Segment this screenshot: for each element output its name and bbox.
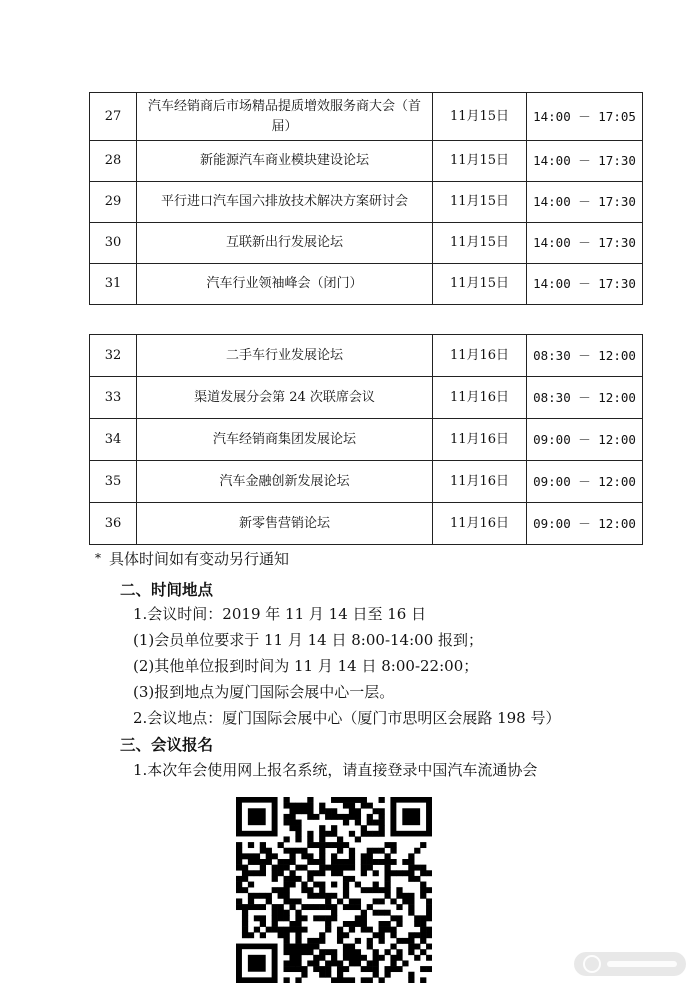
session-name: 渠道发展分会第 24 次联席会议 (137, 377, 433, 419)
qr-code-icon (236, 797, 432, 983)
session-date: 11月15日 (433, 93, 527, 141)
session-date: 11月15日 (433, 182, 527, 223)
registration-line: 1.本次年会使用网上报名系统，请直接登录中国汽车流通协会 (133, 761, 538, 779)
session-number: 29 (90, 182, 137, 223)
session-date: 11月15日 (433, 223, 527, 264)
session-time: 09:00 － 12:00 (527, 419, 643, 461)
session-name: 平行进口汽车国六排放技术解决方案研讨会 (137, 182, 433, 223)
session-time: 08:30 － 12:00 (527, 335, 643, 377)
session-number: 28 (90, 141, 137, 182)
watermark-logo-icon (574, 952, 686, 976)
session-date: 11月16日 (433, 419, 527, 461)
session-date: 11月16日 (433, 335, 527, 377)
session-time: 14:00 － 17:30 (527, 264, 643, 305)
session-number: 27 (90, 93, 137, 141)
session-time: 14:00 － 17:30 (527, 223, 643, 264)
session-number: 32 (90, 335, 137, 377)
member-checkin-line: (1)会员单位要求于 11 月 14 日 8:00-14:00 报到； (133, 631, 484, 649)
session-name: 新零售营销论坛 (137, 503, 433, 545)
session-name: 汽车经销商后市场精品提质增效服务商大会（首届） (137, 93, 433, 141)
session-time: 14:00 － 17:30 (527, 182, 643, 223)
note-asterisk: * (95, 551, 101, 565)
session-number: 35 (90, 461, 137, 503)
section-heading-registration: 三、会议报名 (120, 735, 214, 754)
session-name: 汽车行业领袖峰会（闭门） (137, 264, 433, 305)
session-time: 09:00 － 12:00 (527, 461, 643, 503)
checkin-location-line: (3)报到地点为厦门国际会展中心一层。 (133, 683, 395, 701)
session-number: 36 (90, 503, 137, 545)
session-date: 11月16日 (433, 461, 527, 503)
session-name: 汽车经销商集团发展论坛 (137, 419, 433, 461)
session-time: 14:00 － 17:30 (527, 141, 643, 182)
session-time: 08:30 － 12:00 (527, 377, 643, 419)
session-name: 互联新出行发展论坛 (137, 223, 433, 264)
session-number: 34 (90, 419, 137, 461)
session-name: 新能源汽车商业模块建设论坛 (137, 141, 433, 182)
note-text: 具体时间如有变动另行通知 (109, 550, 290, 568)
session-time: 14:00 － 17:05 (527, 93, 643, 141)
other-checkin-line: (2)其他单位报到时间为 11 月 14 日 8:00-22:00； (133, 657, 479, 675)
session-number: 30 (90, 223, 137, 264)
session-date: 11月16日 (433, 377, 527, 419)
meeting-time-line: 1.会议时间：2019 年 11 月 14 日至 16 日 (133, 605, 427, 623)
meeting-venue-line: 2.会议地点：厦门国际会展中心（厦门市思明区会展路 198 号） (133, 709, 561, 727)
section-heading-time-place: 二、时间地点 (120, 580, 214, 599)
session-date: 11月16日 (433, 503, 527, 545)
session-date: 11月15日 (433, 264, 527, 305)
schedule-note (95, 548, 289, 569)
session-time: 09:00 － 12:00 (527, 503, 643, 545)
session-number: 31 (90, 264, 137, 305)
session-number: 33 (90, 377, 137, 419)
session-date: 11月15日 (433, 141, 527, 182)
session-name: 二手车行业发展论坛 (137, 335, 433, 377)
session-name: 汽车金融创新发展论坛 (137, 461, 433, 503)
